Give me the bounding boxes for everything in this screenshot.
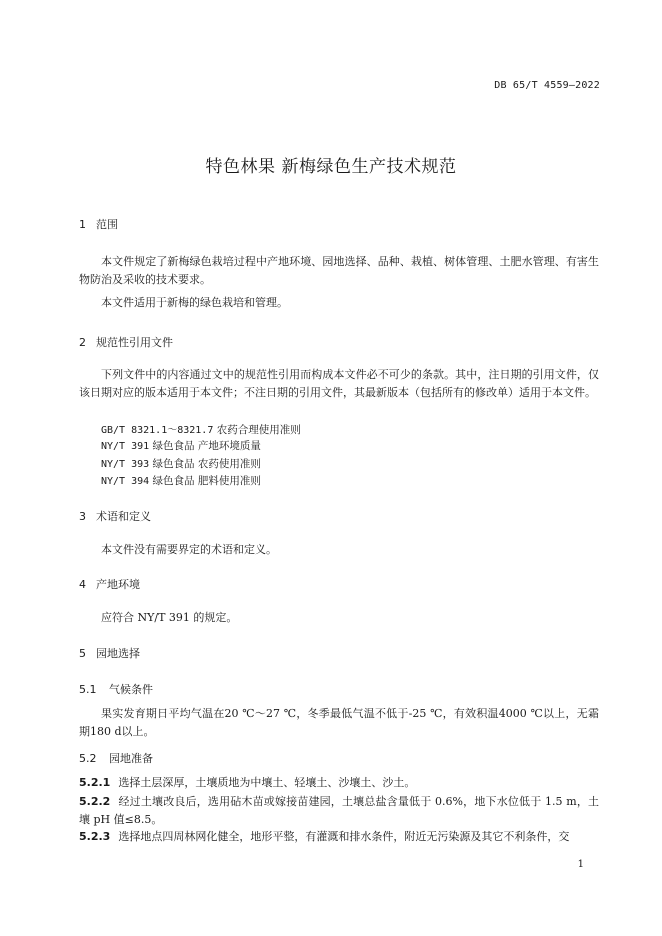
subsection-title: 园地准备 (109, 752, 153, 765)
clause-item (79, 774, 599, 792)
reference-name: 绿色食品 农药使用准则 (152, 458, 261, 470)
clause-text: 经过土壤改良后，选用砧木苗或嫁接苗建园，土壤总盐含量低于 0.6%，地下水位低于 1.5 m，土壤 pH 值≤8.5。 (79, 795, 599, 826)
section-heading-scope (79, 216, 118, 232)
section-title: 园地选择 (96, 647, 140, 660)
section-number: 3 (79, 510, 86, 523)
paragraph: 本文件没有需要界定的术语和定义。 (101, 543, 277, 556)
reference-code: NY/T 391 (101, 441, 150, 452)
reference-item (101, 473, 261, 488)
section-number: 2 (79, 336, 86, 349)
reference-item (101, 438, 261, 453)
reference-code: NY/T 394 (101, 476, 150, 487)
subsection-heading-climate (79, 681, 153, 697)
subsection-title: 气候条件 (109, 683, 153, 696)
section-heading-normative-references (79, 334, 173, 350)
reference-name: 农药合理使用准则 (216, 424, 301, 436)
clause-number: 5.2.1 (79, 776, 111, 789)
section-title: 规范性引用文件 (96, 336, 173, 349)
clause-number: 5.2.2 (79, 795, 111, 808)
page-number: 1 (577, 859, 584, 870)
section-number: 1 (79, 218, 86, 231)
section-heading-site-selection (79, 645, 140, 661)
paragraph: 本文件规定了新梅绿色栽培过程中产地环境、园地选择、品种、栽植、树体管理、土肥水管理、有害生物防治及采收的技术要求。 (79, 255, 599, 286)
section-title: 范围 (96, 218, 118, 231)
section-heading-terms (79, 508, 151, 524)
clause-item (79, 828, 599, 846)
section-number: 5 (79, 647, 86, 660)
subsection-number: 5.2 (79, 752, 97, 765)
document-title: 特色林果 新梅绿色生产技术规范 (205, 157, 457, 177)
reference-name: 绿色食品 产地环境质量 (152, 440, 261, 452)
subsection-heading-preparation (79, 750, 153, 766)
reference-item (101, 456, 261, 471)
clause-item (79, 793, 599, 828)
reference-name: 绿色食品 肥料使用准则 (152, 475, 261, 487)
section-heading-environment (79, 576, 140, 592)
section-number: 4 (79, 578, 86, 591)
reference-code: GB/T 8321.1～8321.7 (101, 425, 214, 436)
paragraph: 应符合 NY/T 391 的规定。 (101, 611, 238, 624)
reference-item (101, 421, 301, 437)
reference-code: NY/T 393 (101, 459, 150, 470)
clause-number: 5.2.3 (79, 830, 111, 843)
paragraph: 果实发育期日平均气温在20 ℃～27 ℃，冬季最低气温不低于-25 ℃，有效积温4000 ℃以上，无霜期180 d以上。 (79, 707, 599, 738)
paragraph: 本文件适用于新梅的绿色栽培和管理。 (101, 296, 288, 309)
clause-text: 选择地点四周林网化健全，地形平整，有灌溉和排水条件，附近无污染源及其它不利条件，交 (118, 830, 570, 843)
section-title: 产地环境 (96, 578, 140, 591)
subsection-number: 5.1 (79, 683, 97, 696)
standard-code: DB 65/T 4559—2022 (494, 80, 600, 91)
paragraph: 下列文件中的内容通过文中的规范性引用而构成本文件必不可少的条款。其中，注日期的引用文件，仅该日期对应的版本适用于本文件；不注日期的引用文件，其最新版本（包括所有的修改单）适用于本文件。 (79, 368, 599, 399)
clause-text: 选择土层深厚，土壤质地为中壤土、轻壤土、沙壤土、沙土。 (118, 776, 416, 789)
section-title: 术语和定义 (96, 510, 151, 523)
